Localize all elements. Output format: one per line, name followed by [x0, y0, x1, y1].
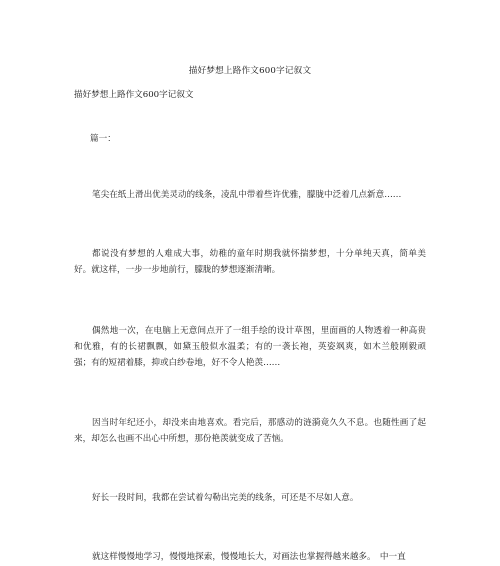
document-title: 描好梦想上路作文600字记叙文 [188, 66, 312, 76]
paragraph-3: 偶然地一次，在电脑上无意间点开了一组手绘的设计草图，里面画的人物透着一种高贵和优雅，有的长裙飘飘，如黛玉般似水温柔；有的一袭长袍，英姿飒爽，如木兰般刚毅顽强；有的短裙着膝，抑或白纱卷地，好不令人艳羡…… [74, 326, 426, 368]
paragraph-6: 就这样慢慢地学习，慢慢地探索，慢慢地长大，对画法也掌握得越来越多。 中一直 [92, 552, 406, 562]
document-subtitle: 描好梦想上路作文600字记叙文 [74, 90, 194, 100]
paragraph-5: 好长一段时间，我都在尝试着勾勒出完美的线条，可还是不尽如人意。 [92, 493, 359, 503]
paragraph-2: 都说没有梦想的人难成大事，幼稚的童年时期我就怀揣梦想，十分单纯天真，简单美好。就这样，一步一步地前行，朦胧的梦想逐渐清晰。 [74, 249, 426, 275]
paragraph-4: 因当时年纪还小，却没来由地喜欢。看完后，那感动的涟漪竟久久不息。也随性画了起来，却怎么也画不出心中所想，那份艳羡就变成了苦恼。 [74, 418, 426, 444]
paragraph-1: 笔尖在纸上滑出优美灵动的线条，凌乱中带着些许优雅，朦胧中泛着几点新意…… [92, 190, 402, 200]
section-label: 篇一： [90, 134, 116, 144]
